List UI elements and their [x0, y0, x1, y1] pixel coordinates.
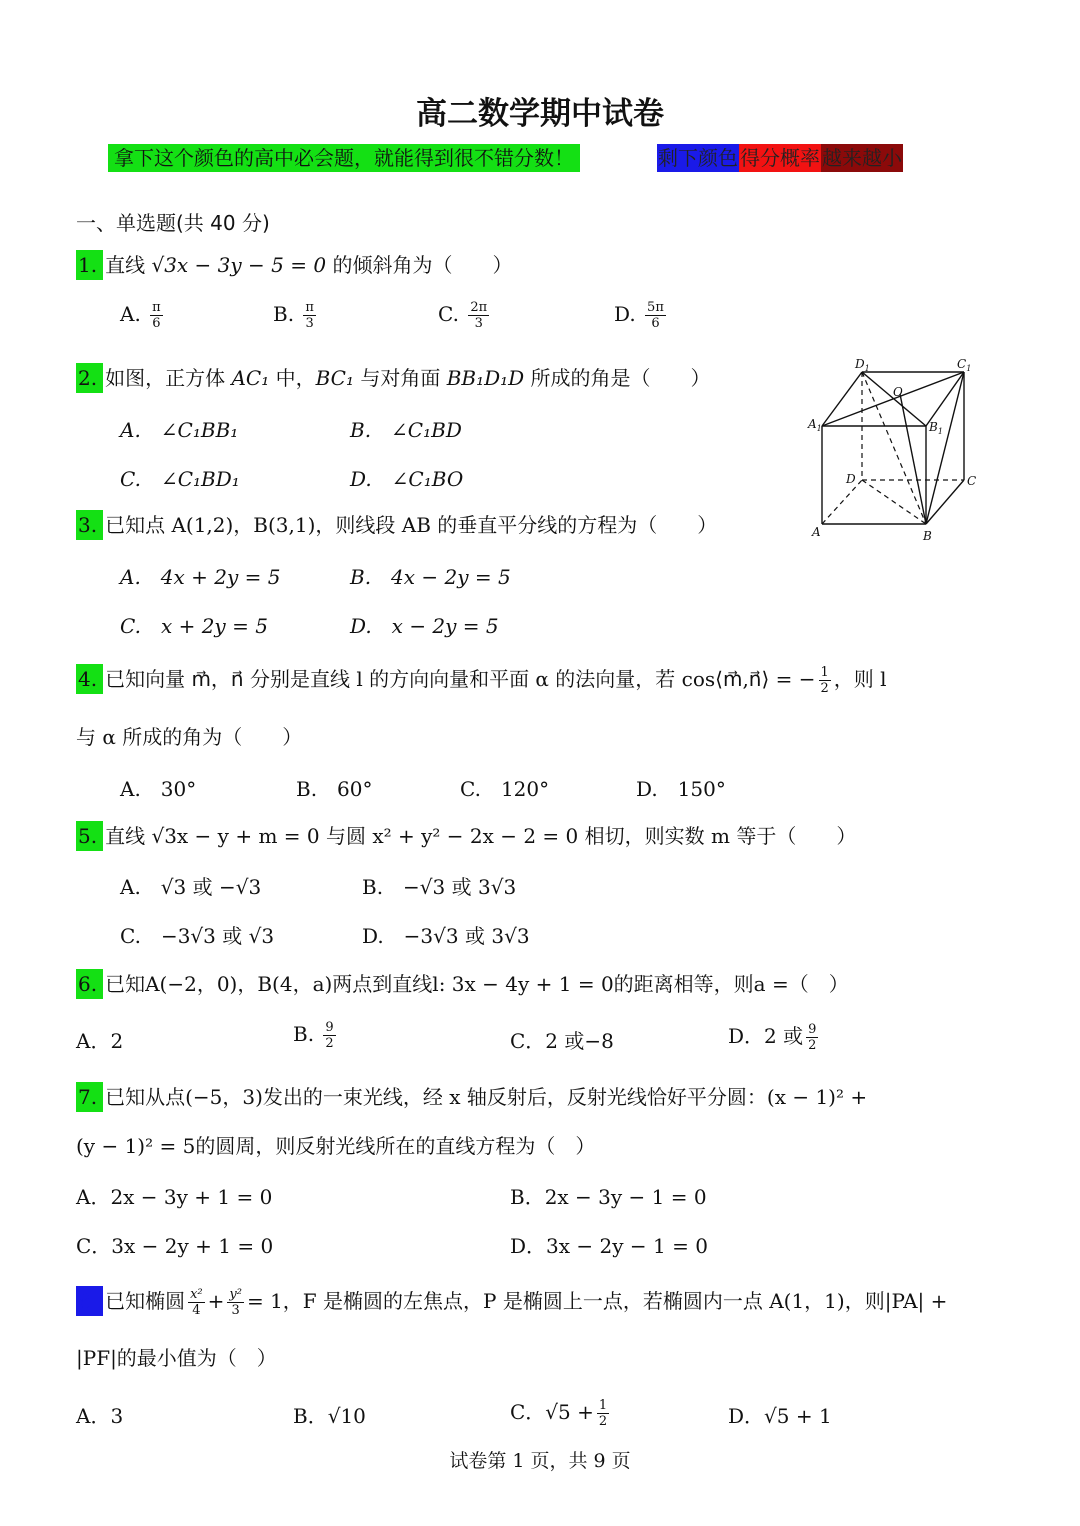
question-number: 8. — [76, 1286, 103, 1316]
option-b: B. $\frac{\pi}{3}$ — [273, 300, 314, 331]
question-4-line2: 与 α 所成的角为（ ） — [76, 725, 303, 749]
option-a: A．2 — [76, 1029, 124, 1053]
banner-seg-blue: 剩下颜色 — [658, 146, 738, 170]
question-number: 2. — [76, 363, 103, 393]
option-a: A. ∠C₁BB₁ — [120, 418, 239, 442]
option-a: A．2x − 3y + 1 = 0 — [76, 1185, 273, 1209]
label-d: D — [846, 472, 856, 486]
question-1 — [76, 250, 512, 280]
page-footer: 试卷第 1 页，共 9 页 — [449, 1450, 631, 1472]
label-o: O — [893, 385, 903, 399]
question-text: 直线 √3x − y + m = 0 与圆 x² + y² − 2x − 2 = 0 相切，则实数 m 等于（ ） — [105, 824, 857, 848]
label-d1: $D_1$ — [855, 357, 870, 373]
question-3 — [76, 510, 717, 540]
question-text: 的倾斜角为（ ） — [332, 253, 513, 277]
option-b: B. −√3 或 3√3 — [362, 875, 517, 899]
option-c: C．2 或−8 — [510, 1029, 614, 1053]
label-a1: $A_1$ — [808, 417, 822, 433]
question-text: 已知点 A(1,2)，B(3,1)，则线段 AB 的垂直平分线的方程为（ ） — [105, 513, 718, 537]
question-text: 直线 — [105, 253, 146, 277]
label-b: B — [923, 529, 932, 543]
option-b: B．√10 — [293, 1404, 366, 1428]
banner-seg-red: 得分概率 — [740, 146, 820, 170]
option-c: C．√5 + $\frac{1}{2}$ — [510, 1398, 608, 1429]
question-7 — [76, 1082, 867, 1112]
option-d: D．√5 + 1 — [728, 1404, 832, 1428]
option-c: C. x + 2y = 5 — [120, 614, 268, 638]
math-expression: √3x − 3y − 5 = 0 — [151, 253, 327, 277]
option-d: D. 150° — [636, 777, 726, 801]
question-2: 2. 如图，正方体 AC₁ 中，BC₁ 与对角面 BB₁D₁D 所成的角是（ ） — [76, 363, 711, 393]
option-a: A. $\frac{\pi}{6}$ — [120, 300, 161, 331]
question-number: 6. — [76, 969, 103, 999]
section-title: 一、单选题(共 40 分) — [76, 211, 270, 235]
option-a: A. 30° — [120, 777, 197, 801]
page-title: 高二数学期中试卷 — [416, 96, 664, 132]
option-b: B. 4x − 2y = 5 — [350, 565, 511, 589]
question-4: 4. 已知向量 m⃗，n⃗ 分别是直线 l 的方向向量和平面 α 的法向量，若 cos⟨m⃗,n⃗⟩ = − $\frac{1}{2}$ ，则 l — [78, 665, 887, 696]
label-a: A — [812, 525, 821, 539]
option-c: C. ∠C₁BD₁ — [120, 467, 240, 491]
option-d: D. $\frac{5\pi}{6}$ — [614, 300, 664, 331]
question-number: 1. — [76, 250, 103, 280]
option-b: B. $\frac{9}{2}$ — [293, 1020, 334, 1051]
option-d: D. ∠C₁BO — [350, 467, 464, 491]
option-c: C. 120° — [460, 777, 550, 801]
option-a: A. 4x + 2y = 5 — [120, 565, 281, 589]
cube-figure — [800, 352, 990, 547]
option-b: B. 60° — [296, 777, 373, 801]
option-d: D. x − 2y = 5 — [350, 614, 499, 638]
option-c: C. −3√3 或 √3 — [120, 924, 275, 948]
label-c1: $C_1$ — [957, 357, 972, 373]
question-8-line2: |PF|的最小值为（ ） — [76, 1346, 277, 1370]
option-a: A．3 — [76, 1404, 124, 1428]
question-number: 4. — [76, 664, 103, 694]
question-text: 已知从点(−5，3)发出的一束光线，经 x 轴反射后，反射光线恰好平分圆：(x − 1)² + — [105, 1085, 868, 1109]
option-d: D．2 或 $\frac{9}{2}$ — [728, 1022, 817, 1053]
difficulty-banner — [657, 144, 903, 172]
label-c: C — [967, 474, 977, 488]
option-d: D. −3√3 或 3√3 — [362, 924, 530, 948]
question-8: 8. 已知椭圆 $\frac{\text{x²}}{4}$ + $\frac{\text{y²}}{3}$ = 1，F 是椭圆的左焦点，P 是椭圆上一点，若椭圆内一点 A(1，1)，则|PA| + — [78, 1287, 948, 1318]
option-a: A. √3 或 −√3 — [120, 875, 262, 899]
option-b: B．2x − 3y − 1 = 0 — [510, 1185, 707, 1209]
question-number: 7. — [76, 1082, 103, 1112]
question-number: 5. — [76, 821, 103, 851]
green-banner: 拿下这个颜色的高中必会题，就能得到很不错分数！ — [108, 144, 580, 172]
question-7-line2: (y − 1)² = 5的圆周，则反射光线所在的直线方程为（ ） — [76, 1134, 596, 1158]
label-b1: $B_1$ — [929, 420, 943, 436]
question-6 — [76, 969, 849, 999]
question-number: 3. — [76, 510, 103, 540]
option-c: C．3x − 2y + 1 = 0 — [76, 1234, 274, 1258]
banner-seg-darkred: 越来越小 — [822, 146, 902, 170]
option-d: D．3x − 2y − 1 = 0 — [510, 1234, 708, 1258]
option-c: C. $\frac{2\pi}{3}$ — [438, 300, 488, 331]
question-text: 已知A(−2，0)，B(4，a)两点到直线l: 3x − 4y + 1 = 0的距离相等，则a =（ ） — [105, 972, 849, 996]
question-5 — [76, 821, 856, 851]
option-b: B. ∠C₁BD — [350, 418, 462, 442]
